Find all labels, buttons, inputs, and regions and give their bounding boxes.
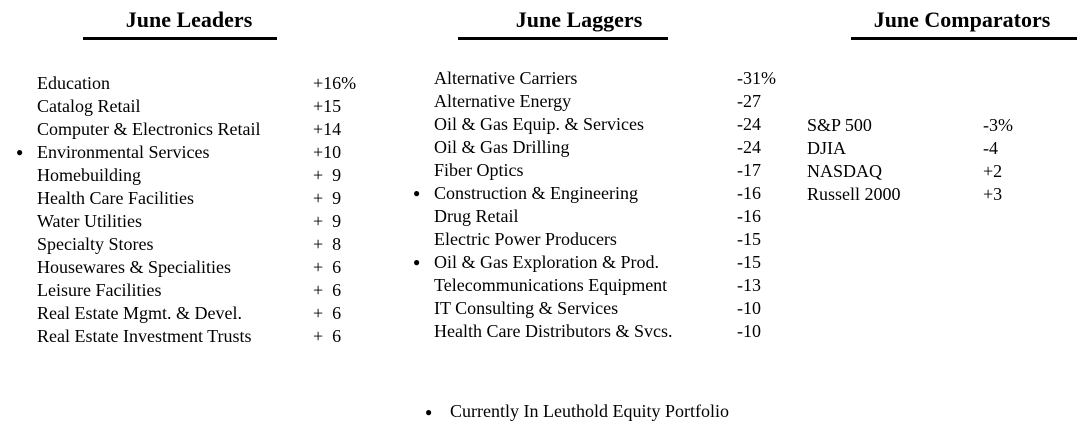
row-value: -24 (737, 114, 761, 134)
table-row (807, 114, 1013, 137)
table-row (807, 183, 1003, 206)
row-label: Homebuilding (37, 165, 141, 185)
table-row (37, 187, 342, 210)
table-row (37, 210, 342, 233)
row-label: Computer & Electronics Retail (37, 119, 261, 139)
row-label: Russell 2000 (807, 184, 901, 204)
row-value: +2 (983, 161, 1003, 181)
table-row (434, 274, 761, 297)
row-value: -3% (983, 115, 1013, 135)
row-value: + 6 (313, 280, 342, 300)
table-row (37, 118, 342, 141)
row-label: Health Care Distributors & Svcs. (434, 321, 673, 341)
portfolio-bullet-icon: ● (16, 145, 24, 159)
row-value: +3 (983, 184, 1003, 204)
laggers-list (413, 67, 776, 343)
row-label: DJIA (807, 138, 846, 158)
table-row (434, 67, 776, 90)
row-value: -4 (983, 138, 998, 158)
row-value: -17 (737, 160, 761, 180)
row-value: +14 (313, 119, 342, 139)
row-value: +10 (313, 142, 342, 162)
table-row (37, 256, 342, 279)
leaders-column-header: June Leaders (83, 7, 277, 40)
row-label: Drug Retail (434, 206, 519, 226)
row-value: -24 (737, 137, 761, 157)
row-label: Oil & Gas Equip. & Services (434, 114, 644, 134)
table-row (434, 228, 761, 251)
row-label: Fiber Optics (434, 160, 524, 180)
table-row (434, 136, 761, 159)
table-row (434, 159, 761, 182)
row-value: +15 (313, 96, 342, 116)
table-row (37, 302, 342, 325)
row-label: Oil & Gas Drilling (434, 137, 570, 157)
row-value: -13 (737, 275, 761, 295)
row-value: -16 (737, 206, 761, 226)
row-label: IT Consulting & Services (434, 298, 619, 318)
row-value: + 9 (313, 165, 342, 185)
row-label: Real Estate Investment Trusts (37, 326, 252, 346)
row-label: Construction & Engineering (434, 183, 638, 203)
table-row (37, 233, 342, 256)
row-value: + 9 (313, 188, 342, 208)
row-label: NASDAQ (807, 161, 883, 181)
row-label: Education (37, 73, 110, 93)
row-label: Housewares & Specialities (37, 257, 231, 277)
table-row (37, 72, 357, 95)
row-label: Environmental Services (37, 142, 210, 162)
row-value: + 9 (313, 211, 342, 231)
row-label: Real Estate Mgmt. & Devel. (37, 303, 242, 323)
table-row (807, 160, 1003, 183)
row-label: Alternative Carriers (434, 68, 578, 88)
row-label: Water Utilities (37, 211, 143, 231)
row-label: Oil & Gas Exploration & Prod. (434, 252, 659, 272)
leaders-list (16, 72, 357, 348)
row-value: + 6 (313, 326, 342, 346)
row-value: -15 (737, 252, 761, 272)
table-row (434, 90, 761, 113)
row-label: Health Care Facilities (37, 188, 194, 208)
table-row (37, 95, 342, 118)
row-value: + 6 (313, 257, 342, 277)
portfolio-footnote (407, 377, 729, 447)
table-row (434, 297, 761, 320)
laggers-column-header: June Laggers (458, 7, 668, 40)
table-row (807, 137, 998, 160)
portfolio-bullet-icon: ● (413, 255, 421, 269)
row-value: -15 (737, 229, 761, 249)
row-label: Leisure Facilities (37, 280, 162, 300)
comparators-list (807, 114, 1013, 206)
table-row (413, 251, 761, 274)
table-row (413, 182, 761, 205)
table-row (434, 320, 761, 343)
portfolio-bullet-icon: ● (425, 405, 433, 419)
table-row (37, 279, 342, 302)
row-value: -31% (737, 68, 776, 88)
table-row (16, 141, 342, 164)
row-label: Telecommunications Equipment (434, 275, 668, 295)
row-label: Alternative Energy (434, 91, 572, 111)
table-row (434, 205, 761, 228)
table-row (37, 325, 342, 348)
table-row (434, 113, 761, 136)
row-value: -10 (737, 321, 761, 341)
row-label: Electric Power Producers (434, 229, 617, 249)
row-label: Catalog Retail (37, 96, 141, 116)
row-value: + 6 (313, 303, 342, 323)
row-value: -27 (737, 91, 761, 111)
row-label: S&P 500 (807, 115, 872, 135)
row-value: +16% (313, 73, 357, 93)
table-row (37, 164, 342, 187)
row-label: Specialty Stores (37, 234, 154, 254)
row-value: + 8 (313, 234, 342, 254)
portfolio-footnote-text: Currently In Leuthold Equity Portfolio (450, 401, 729, 421)
portfolio-bullet-icon: ● (413, 186, 421, 200)
row-value: -10 (737, 298, 761, 318)
row-value: -16 (737, 183, 761, 203)
comparators-column-header: June Comparators (851, 7, 1077, 40)
